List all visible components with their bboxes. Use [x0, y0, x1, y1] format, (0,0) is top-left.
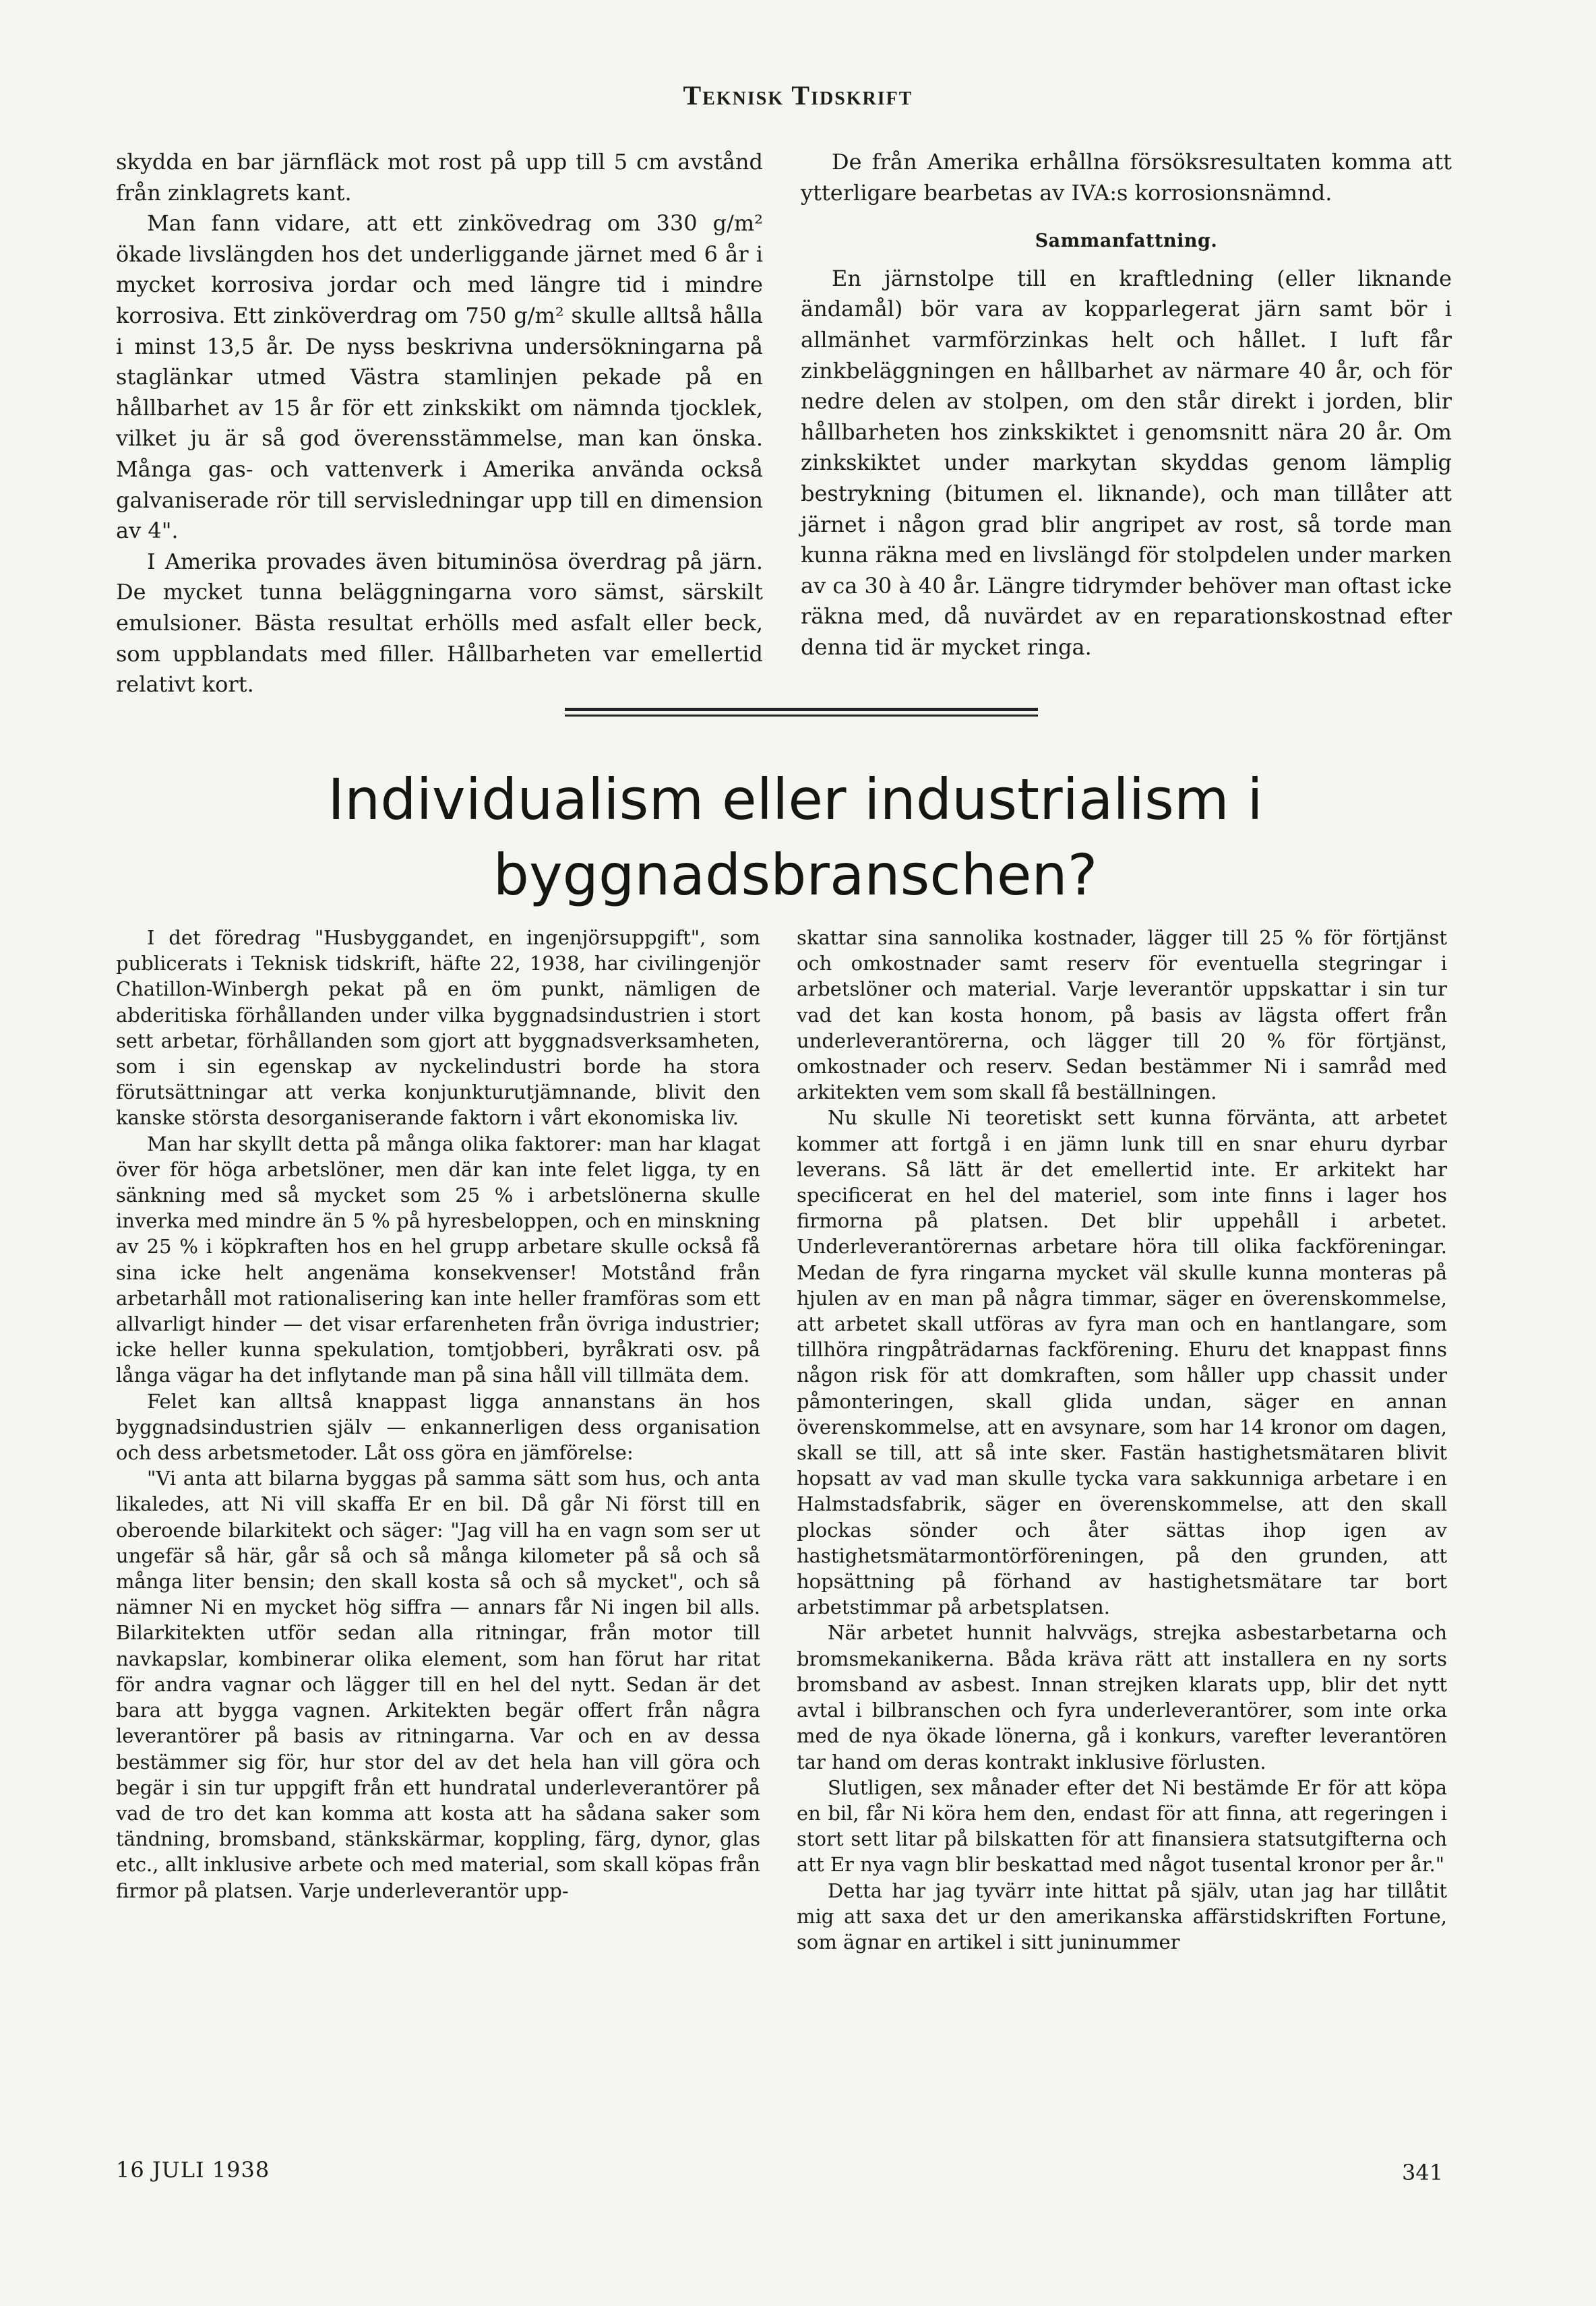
paragraph: När arbetet hunnit halvvägs, strejka asbestarbetarna och bromsmekanikerna. Båda kräva rätt att installera en ny sorts bromsband av asbest. Innan strejken klarats upp, blir det nytt avtal i bilbranschen och fyra underleverantörer, som inte orka med de nya ökade lönerna, gå i konkurs, varefter leverantören tar hand om deras kontrakt inklusive förlusten.	[797, 1621, 1447, 1773]
article-right-column	[797, 925, 1447, 1955]
paragraph: skattar sina sannolika kostnader, lägger till 25 % för förtjänst och omkostnader samt reserv för eventuella stegringar i arbetslöner och material. Varje leverantör uppskattar i sin tur vad det kan kosta honom, på basis av lägsta offert från underleverantörerna, och lägger till 20 % för förtjänst, omkostnader och reserv. Sedan bestämmer Ni i samråd med arkitekten vem som skall få beställningen.	[797, 926, 1447, 1104]
paragraph: Detta har jag tyvärr inte hittat på själv, utan jag har tillåtit mig att saxa det ur den amerikanska affärstidskriften Fortune, som ägnar en artikel i sitt juninummer	[797, 1879, 1447, 1953]
top-left-column	[116, 147, 763, 700]
paragraph: "Vi anta att bilarna byggas på samma sätt som hus, och anta likaledes, att Ni vill skaffa Er en bil. Då går Ni först till en oberoende bilarkitekt och säger: "Jag vill ha en vagn som ser ut ungefär så här, går så och så många kilometer på så och så många liter bensin; den skall kosta så och så mycket", och så nämner Ni en mycket hög siffra — annars får Ni ingen bil alls. Bilarkitekten utför sedan alla ritningar, från motor till navkapslar, kombinerar olika element, som han förut har ritat för andra vagnar och lägger till en hel del nytt. Sedan är det bara att bygga vagnen. Arkitekten begär offert från några leverantörer på basis av ritningarna. Var och en av dessa bestämmer sig för, hur stor del av det hela han vill göra och begär i sin tur uppgift från ett hundratal underleverantörer på vad de tro det kan komma att kosta att ha sådana saker som tändning, bromsband, stänkskärmar, koppling, färg, dynor, glas etc., allt inklusive arbete och med material, som skall köpas från firmor på platsen. Varje underleverantör upp-	[116, 1467, 760, 1902]
top-right-column	[801, 147, 1452, 663]
article-title: Individualism eller industrialism i byggnadsbranschen?	[328, 766, 1263, 908]
paragraph: Slutligen, sex månader efter det Ni bestämde Er för att köpa en bil, får Ni köra hem den, endast för att finna, att regeringen i stort sett litar på bilskatten för att finansiera statsutgifterna och att Er nya vagn blir beskattad med något tusental kronor per år."	[797, 1776, 1447, 1877]
paragraph: De från Amerika erhållna försöksresultaten komma att ytterligare bearbetas av IVA:s korrosionsnämnd.	[801, 149, 1452, 206]
paragraph: Nu skulle Ni teoretiskt sett kunna förvänta, att arbetet kommer att fortgå i en jämn lunk till en snar ehuru dyrbar leverans. Så lätt är det emellertid inte. Er arkitekt har specificerat en hel del materiel, som inte finns i lager hos firmorna på platsen. Det blir uppehåll i arbetet. Underleverantörernas arbetare höra till olika fackföreningar. Medan de fyra ringarna mycket väl skulle kunna monteras på hjulen av en man på några timmar, säger en överenskommelse, att arbetet skall utföras av fyra man och en hantlangare, som tillhöra ringpåträdarnas fackförening. Ehuru det knappast finns någon risk för att domkraften, som håller upp chassit under påmonteringen, skall glida undan, säger en annan överenskommelse, att en avsynare, som har 14 kronor om dagen, skall se till, att så inte sker. Fastän hastighetsmätaren blivit hopsatt av vad man skulle tycka vara sakkunniga arbetare i en Halmstadsfabrik, säger en överenskommelse, att den skall plockas sönder och åter sättas ihop igen av hastighetsmätarmontörföreningen, på den grunden, att hopsättning på förhand av hastighetsmätare tar bort arbetstimmar på arbetsplatsen.	[797, 1106, 1447, 1619]
paragraph: skydda en bar järnfläck mot rost på upp till 5 cm avstånd från zinklagrets kant.	[116, 149, 763, 206]
summary-heading: Sammanfattning.	[1035, 231, 1218, 252]
paragraph: I Amerika provades även bituminösa överdrag på järn. De mycket tunna beläggningarna voro sämst, särskilt emulsioner. Bästa resultat erhölls med asfalt eller beck, som uppblandats med filler. Hållbarheten var emellertid relativt kort.	[116, 548, 763, 698]
journal-header: Teknisk Tidskrift	[683, 80, 913, 111]
article-left-column	[116, 925, 760, 1904]
page-number: 341	[1402, 2160, 1444, 2185]
section-divider	[565, 715, 1038, 717]
paragraph: Man har skyllt detta på många olika faktorer: man har klagat över för höga arbetslöner, men där kan inte felet ligga, ty en sänkning med så mycket som 25 % i arbetslönerna skulle inverka med mindre än 5 % på hyresbeloppen, och en minskning av 25 % i köpkraften hos en hel grupp arbetare skulle också få sina icke helt angenäma konsekvenser! Motstånd från arbetarhåll mot rationalisering kan inte heller framföras som ett allvarligt hinder — det visar erfarenheten från övriga industrier; icke heller kunna spekulation, tomtjobberi, byråkrati osv. på långa vägar ha det inflytande man på sina håll vill tillmäta dem.	[116, 1132, 760, 1387]
paragraph: Man fann vidare, att ett zinkövedrag om 330 g/m² ökade livslängden hos det underliggande järnet med 6 år i mycket korrosiva jordar och med längre tid i mindre korrosiva. Ett zinköverdrag om 750 g/m² skulle alltså hålla i minst 13,5 år. De nyss beskrivna undersökningarna på staglänkar utmed Västra stamlinjen pekade på en hållbarhet av 15 år för ett zinkskikt om nämnda tjocklek, vilket ju är så god överensstämmelse, man kan önska. Många gas- och vattenverk i Amerika använda också galvaniserade rör till servisledningar upp till en dimension av 4".	[116, 210, 763, 544]
paragraph: I det föredrag "Husbyggandet, en ingenjörsuppgift", som publicerats i Teknisk tidskrift, häfte 22, 1938, har civilingenjör Chatillon-Winbergh pekat på en öm punkt, nämligen de abderitiska förhållanden under vilka byggnadsindustrien i stort sett arbetar, förhållanden som gjort att byggnadsverksamheten, som i sin egenskap av nyckelindustri borde ha stora förutsättningar att verka konjunkturutjämnande, blivit den kanske största desorganiserande faktorn i vårt ekonomiska liv.	[116, 926, 760, 1130]
summary-paragraph: En järnstolpe till en kraftledning (eller liknande ändamål) bör vara av kopparlegerat järn samt bör i allmänhet varmförzinkas helt och hållet. I luft får zinkbeläggningen en hållbarhet av närmare 40 år, och för nedre delen av stolpen, om den står direkt i jorden, blir hållbarheten hos zinkskiktet i genomsnitt nära 20 år. Om zinkskiktet under markytan skyddas genom lämplig bestrykning (bitumen el. liknande), och man tillåter att järnet i någon grad blir angripet av rost, så torde man kunna räkna med en livslängd för stolpdelen under marken av ca 30 à 40 år. Längre tidrymder behöver man oftast icke räkna med, då nuvärdet av en reparationskostnad efter denna tid är mycket ringa.	[801, 265, 1452, 660]
section-divider	[565, 708, 1038, 711]
issue-date: 16 JULI 1938	[116, 2157, 270, 2183]
paragraph: Felet kan alltså knappast ligga annanstans än hos byggnadsindustrien själv — enkannerligen dess organisation och dess arbetsmetoder. Låt oss göra en jämförelse:	[116, 1389, 760, 1465]
